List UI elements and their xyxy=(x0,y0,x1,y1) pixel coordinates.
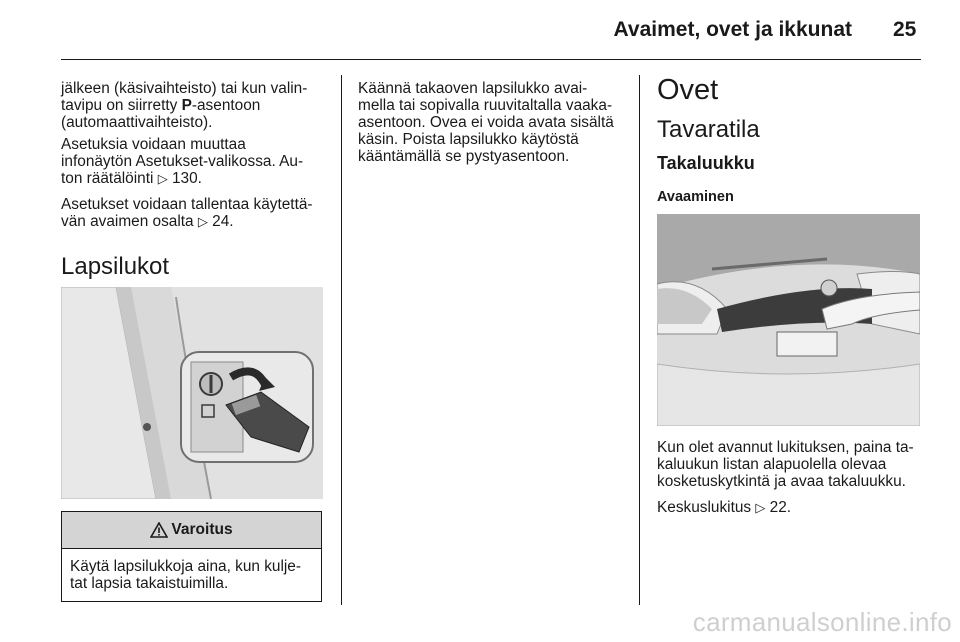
header-rule xyxy=(61,59,921,60)
running-header-title: Avaimet, ovet ja ikkunat xyxy=(613,18,852,41)
subheading-tavaratila: Tavaratila xyxy=(657,116,760,143)
col3-paragraph-2: Keskuslukitus ▷ 22. xyxy=(657,499,792,516)
col1-paragraph-1: jälkeen (käsivaihteisto) tai kun valin- tavipu on siirretty P-asentoon (automaattivaihteisto). xyxy=(61,80,308,131)
cross-reference-icon: ▷ xyxy=(157,171,168,186)
column-divider-1 xyxy=(341,75,342,605)
section-heading-lapsilukot: Lapsilukot xyxy=(61,253,170,280)
col1-paragraph-2: Asetuksia voidaan muuttaa infonäytön Asetukset-valikossa. Au- ton räätälöinti ▷ 130. xyxy=(61,136,304,187)
col2-paragraph: Käännä takaoven lapsilukko avai- mella tai sopivalla ruuvitaltalla vaaka- asentoon. Ovea ei voida avata sisältä käsin. Poista lapsilukko käytöstä kääntämällä se pystyasentoon. xyxy=(358,80,614,165)
warning-text: Käytä lapsilukkoja aina, kun kulje- tat lapsia takaistuimilla. xyxy=(70,558,301,592)
subheading-avaaminen: Avaaminen xyxy=(657,189,734,205)
child-lock-illustration xyxy=(61,287,323,499)
warning-title: Varoitus xyxy=(171,521,233,538)
cross-reference-icon: ▷ xyxy=(197,214,208,229)
col1-paragraph-3: Asetukset voidaan tallentaa käytettä- vän avaimen osalta ▷ 24. xyxy=(61,196,313,230)
col3-paragraph-1: Kun olet avannut lukituksen, paina ta- kaluukun listan alapuolella olevaa kosketuskytkintä ja avaa takaluukku. xyxy=(657,439,914,490)
warning-triangle-icon xyxy=(150,522,168,538)
warning-header xyxy=(62,512,321,549)
tailgate-illustration xyxy=(657,214,920,426)
cross-reference-icon: ▷ xyxy=(755,500,766,515)
column-divider-2 xyxy=(639,75,640,605)
subheading-takaluukku: Takaluukku xyxy=(657,153,755,173)
watermark: carmanualsonline.info xyxy=(692,607,952,637)
section-heading-ovet: Ovet xyxy=(657,74,719,106)
warning-box xyxy=(61,511,322,602)
page-number: 25 xyxy=(893,18,917,41)
